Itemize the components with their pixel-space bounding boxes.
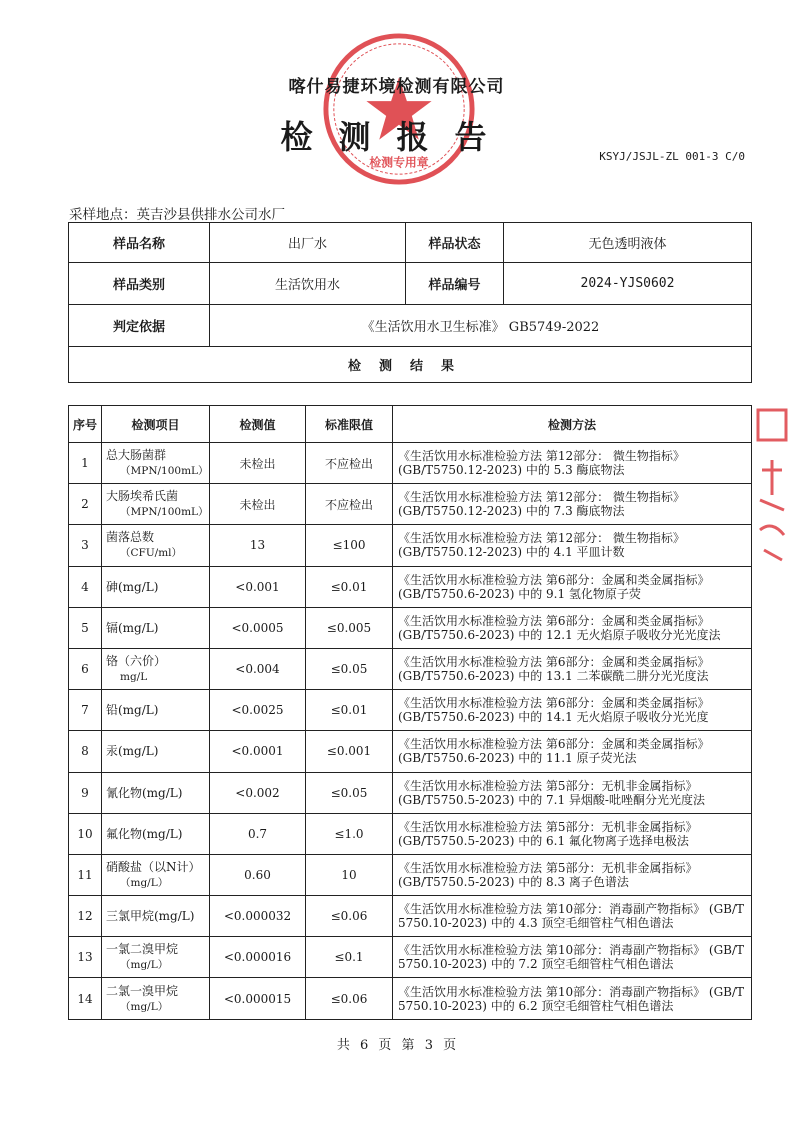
page-footer: 共 6 页 第 3 页 <box>336 1038 457 1053</box>
test-item-name: 总大肠菌群 <box>106 448 167 463</box>
test-item-name: 三氯甲烷(mg/L) <box>106 909 195 924</box>
standard-limit: 10 <box>306 854 393 895</box>
standard-limit: ≤1.0 <box>306 813 393 854</box>
method-line-2: (GB/T5750.12-2023) 中的 5.3 酶底物法 <box>398 463 625 478</box>
report-title: 检测报告 <box>280 118 513 156</box>
test-value: 0.60 <box>210 854 306 895</box>
table-row <box>69 648 752 689</box>
test-value: 13 <box>210 525 306 566</box>
row-number: 7 <box>69 690 102 731</box>
table-row <box>69 566 752 607</box>
test-method <box>393 525 752 566</box>
test-item <box>102 484 210 525</box>
row-number: 12 <box>69 896 102 937</box>
test-item <box>102 937 210 978</box>
test-item-name: 大肠埃希氏菌 <box>106 489 179 504</box>
sampling-site-value: 英吉沙县供排水公司水厂 <box>136 207 285 223</box>
sampling-site <box>69 203 285 223</box>
test-value: 0.7 <box>210 813 306 854</box>
test-item <box>102 731 210 772</box>
method-line-1: 《生活饮用水标准检验方法 第10部分：消毒副产物指标》 (GB/T <box>398 902 745 917</box>
test-method <box>393 978 752 1019</box>
sample-state: 无色透明液体 <box>504 223 752 263</box>
method-line-2: 5750.10-2023) 中的 4.3 顶空毛细管柱气相色谱法 <box>398 916 674 931</box>
method-line-2: (GB/T5750.5-2023) 中的 7.1 异烟酸-吡唑酮分光光度法 <box>398 792 705 807</box>
test-method <box>393 896 752 937</box>
test-value: <0.002 <box>210 772 306 813</box>
method-line-1: 《生活饮用水标准检验方法 第10部分：消毒副产物指标》 (GB/T <box>398 984 745 999</box>
row-number: 1 <box>69 443 102 484</box>
basis-value: 《生活饮用水卫生标准》 GB5749-2022 <box>210 305 752 347</box>
row-number: 11 <box>69 854 102 895</box>
test-item-name: 氟化物(mg/L) <box>106 826 183 841</box>
header-item: 检测项目 <box>102 406 210 443</box>
standard-limit: ≤0.05 <box>306 772 393 813</box>
row-number: 2 <box>69 484 102 525</box>
test-item-unit: （CFU/ml） <box>120 547 183 560</box>
test-item-unit: （mg/L） <box>120 876 169 889</box>
test-item-name: 菌落总数 <box>106 530 155 545</box>
table-row <box>69 813 752 854</box>
test-item-name: 一氯二溴甲烷 <box>106 942 179 957</box>
sample-category: 生活饮用水 <box>210 263 406 305</box>
test-item <box>102 896 210 937</box>
method-line-2: (GB/T5750.5-2023) 中的 6.1 氟化物离子选择电极法 <box>398 833 689 848</box>
method-line-1: 《生活饮用水标准检验方法 第6部分：金属和类金属指标》 <box>398 737 710 752</box>
row-number: 5 <box>69 607 102 648</box>
test-item-name: 铅(mg/L) <box>106 703 159 718</box>
sample-state-label: 样品状态 <box>406 223 504 263</box>
test-item <box>102 648 210 689</box>
results-table <box>68 405 752 1020</box>
test-value: <0.0025 <box>210 690 306 731</box>
test-value: 未检出 <box>210 484 306 525</box>
test-item-unit: （mg/L） <box>120 1000 169 1013</box>
test-item <box>102 607 210 648</box>
sample-name-label: 样品名称 <box>69 223 210 263</box>
table-row <box>69 731 752 772</box>
test-value: <0.000016 <box>210 937 306 978</box>
method-line-1: 《生活饮用水标准检验方法 第12部分： 微生物指标》 <box>398 531 685 546</box>
test-item-name: 二氯一溴甲烷 <box>106 983 179 998</box>
test-item-unit: （MPN/100mL） <box>120 465 209 478</box>
standard-limit: 不应检出 <box>306 443 393 484</box>
row-number: 4 <box>69 566 102 607</box>
test-method <box>393 731 752 772</box>
row-number: 3 <box>69 525 102 566</box>
table-row <box>69 525 752 566</box>
test-method <box>393 648 752 689</box>
table-row <box>69 607 752 648</box>
method-line-2: (GB/T5750.12-2023) 中的 4.1 平皿计数 <box>398 545 625 560</box>
method-line-1: 《生活饮用水标准检验方法 第6部分：金属和类金属指标》 <box>398 613 710 628</box>
standard-limit: ≤0.005 <box>306 607 393 648</box>
standard-limit: ≤0.06 <box>306 978 393 1019</box>
test-item <box>102 525 210 566</box>
header-limit: 标准限值 <box>306 406 393 443</box>
method-line-1: 《生活饮用水标准检验方法 第5部分：无机非金属指标》 <box>398 819 698 834</box>
test-method <box>393 813 752 854</box>
standard-limit: ≤0.01 <box>306 690 393 731</box>
method-line-1: 《生活饮用水标准检验方法 第12部分： 微生物指标》 <box>398 490 685 505</box>
test-value: <0.0005 <box>210 607 306 648</box>
test-item <box>102 772 210 813</box>
test-method <box>393 937 752 978</box>
sample-name: 出厂水 <box>210 223 406 263</box>
test-method <box>393 484 752 525</box>
test-item-name: 氰化物(mg/L) <box>106 785 183 800</box>
row-number: 6 <box>69 648 102 689</box>
sample-category-label: 样品类别 <box>69 263 210 305</box>
method-line-1: 《生活饮用水标准检验方法 第12部分： 微生物指标》 <box>398 449 685 464</box>
method-line-2: (GB/T5750.6-2023) 中的 11.1 原子荧光法 <box>398 751 637 766</box>
row-number: 9 <box>69 772 102 813</box>
standard-limit: ≤100 <box>306 525 393 566</box>
inspection-seal <box>320 30 478 188</box>
test-item-unit: （MPN/100mL） <box>120 506 209 519</box>
test-item-name: 镉(mg/L) <box>106 620 159 635</box>
test-item-unit: （mg/L） <box>120 959 169 972</box>
test-item <box>102 690 210 731</box>
method-line-2: 5750.10-2023) 中的 7.2 顶空毛细管柱气相色谱法 <box>398 957 674 972</box>
standard-limit: ≤0.001 <box>306 731 393 772</box>
company-name: 喀什易捷环境检测有限公司 <box>288 77 505 97</box>
sample-number-label: 样品编号 <box>406 263 504 305</box>
sample-number: 2024-YJS0602 <box>504 263 752 305</box>
test-value: <0.004 <box>210 648 306 689</box>
row-number: 14 <box>69 978 102 1019</box>
test-method <box>393 854 752 895</box>
method-line-2: (GB/T5750.6-2023) 中的 9.1 氢化物原子荧 <box>398 586 641 601</box>
table-row <box>69 772 752 813</box>
margin-stamp <box>752 400 792 570</box>
test-value: <0.000032 <box>210 896 306 937</box>
method-line-1: 《生活饮用水标准检验方法 第5部分：无机非金属指标》 <box>398 778 698 793</box>
header-no: 序号 <box>69 406 102 443</box>
test-item-name: 铬（六价） <box>106 654 167 669</box>
test-item-name: 硝酸盐（以N计） <box>106 859 201 874</box>
method-line-1: 《生活饮用水标准检验方法 第6部分：金属和类金属指标》 <box>398 572 710 587</box>
table-row <box>69 978 752 1019</box>
standard-limit: 不应检出 <box>306 484 393 525</box>
test-method <box>393 443 752 484</box>
method-line-1: 《生活饮用水标准检验方法 第6部分：金属和类金属指标》 <box>398 696 710 711</box>
row-number: 13 <box>69 937 102 978</box>
method-line-2: (GB/T5750.6-2023) 中的 14.1 无火焰原子吸收分光光度 <box>398 710 709 725</box>
test-method <box>393 566 752 607</box>
test-method <box>393 772 752 813</box>
test-value: <0.001 <box>210 566 306 607</box>
header-method: 检测方法 <box>393 406 752 443</box>
test-item-unit: mg/L <box>120 671 148 684</box>
method-line-2: (GB/T5750.5-2023) 中的 8.3 离子色谱法 <box>398 874 629 889</box>
method-line-1: 《生活饮用水标准检验方法 第6部分：金属和类金属指标》 <box>398 655 710 670</box>
method-line-1: 《生活饮用水标准检验方法 第5部分：无机非金属指标》 <box>398 860 698 875</box>
test-item-name: 汞(mg/L) <box>106 744 159 759</box>
test-method <box>393 690 752 731</box>
standard-limit: ≤0.1 <box>306 937 393 978</box>
test-item <box>102 854 210 895</box>
method-line-2: (GB/T5750.6-2023) 中的 13.1 二苯碳酰二肼分光光度法 <box>398 669 709 684</box>
test-item <box>102 978 210 1019</box>
standard-limit: ≤0.05 <box>306 648 393 689</box>
standard-limit: ≤0.01 <box>306 566 393 607</box>
results-title: 检测结果 <box>69 347 752 383</box>
method-line-2: 5750.10-2023) 中的 6.2 顶空毛细管柱气相色谱法 <box>398 998 674 1013</box>
document-code: KSYJ/JSJL-ZL 001-3 C/0 <box>599 150 745 163</box>
table-row <box>69 854 752 895</box>
row-number: 10 <box>69 813 102 854</box>
test-item-name: 砷(mg/L) <box>106 579 159 594</box>
table-row <box>69 937 752 978</box>
method-line-2: (GB/T5750.6-2023) 中的 12.1 无火焰原子吸收分光光度法 <box>398 627 721 642</box>
test-value: 未检出 <box>210 443 306 484</box>
method-line-2: (GB/T5750.12-2023) 中的 7.3 酶底物法 <box>398 504 625 519</box>
results-body <box>69 443 752 1020</box>
table-row <box>69 690 752 731</box>
seal-text: 检测专用章 <box>369 155 429 170</box>
test-value: <0.0001 <box>210 731 306 772</box>
test-item <box>102 813 210 854</box>
row-number: 8 <box>69 731 102 772</box>
standard-limit: ≤0.06 <box>306 896 393 937</box>
test-item <box>102 443 210 484</box>
test-item <box>102 566 210 607</box>
table-row <box>69 484 752 525</box>
sample-info-table <box>68 222 752 383</box>
test-method <box>393 607 752 648</box>
table-row <box>69 896 752 937</box>
header-value: 检测值 <box>210 406 306 443</box>
method-line-1: 《生活饮用水标准检验方法 第10部分：消毒副产物指标》 (GB/T <box>398 943 745 958</box>
sampling-site-label: 采样地点： <box>69 207 137 223</box>
table-row <box>69 443 752 484</box>
basis-label: 判定依据 <box>69 305 210 347</box>
test-value: <0.000015 <box>210 978 306 1019</box>
